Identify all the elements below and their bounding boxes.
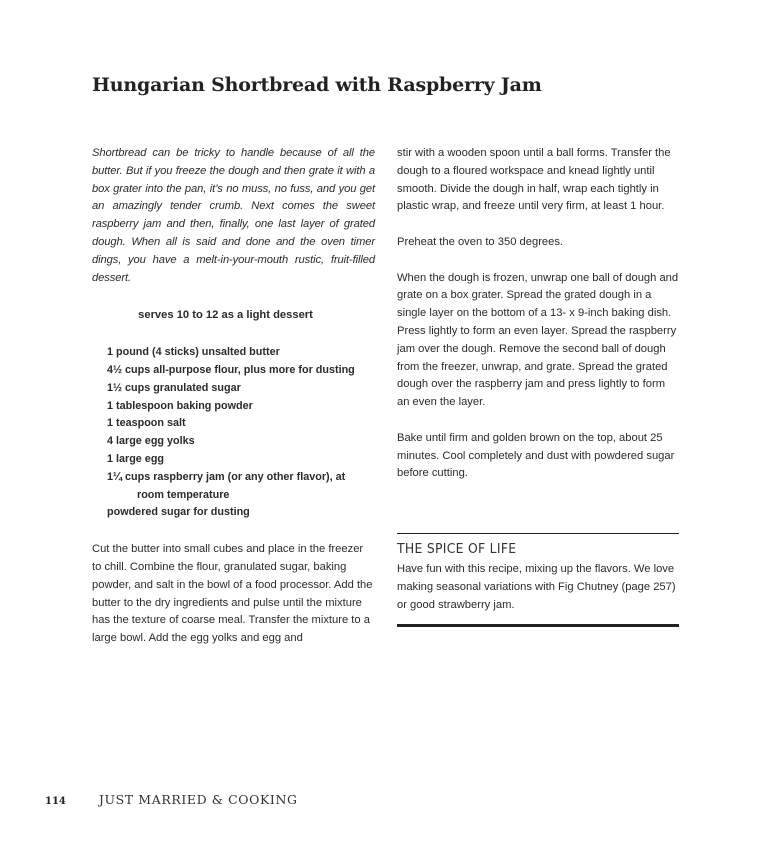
ingredient: 1 tablespoon baking powder xyxy=(107,399,253,412)
book-title: JUST MARRIED & COOKING xyxy=(98,792,298,807)
step-3: When the dough is frozen, unwrap one ball of dough and grate on a box grater. Spread the grated dough in a single layer on the bottom of a 13- x 9-inch baking dish. Press lightly to form an even layer. Spread the raspberry jam over the dough. Remove the second ball of dough from the freezer, unwrap, and grate. Spread the grated dough over the raspberry jam and press lightly to form an even the layer. xyxy=(397,271,679,409)
ingredient: 1 teaspoon salt xyxy=(107,417,186,430)
page-number: 114 xyxy=(45,796,66,807)
recipe-intro: Shortbread can be tricky to handle because of all the butter. But if you freeze the dough and then grate it with a box grater into the pan, it’s no muss, no fuss, and you get an amazingly tender crumb. Next comes the sweet raspberry jam and then, finally, one last layer of grated dough. When all is said and done and the oven timer dings, you have a melt-in-your-mouth rustic, fruit-filled dessert. xyxy=(92,147,375,284)
ingredient: 1½ cups granulated sugar xyxy=(107,381,241,394)
left-column xyxy=(92,145,375,648)
spice-of-life-sidebar xyxy=(397,533,679,627)
step-4: Bake until firm and golden brown on the top, about 25 minutes. Cool completely and dust with powdered sugar before cutting. xyxy=(397,431,675,480)
page-footer xyxy=(45,792,298,807)
ingredient: 1 large egg xyxy=(107,452,165,465)
right-column xyxy=(397,145,680,483)
ingredient: 4½ cups all-purpose flour, plus more for dusting xyxy=(107,363,355,376)
ingredient-list xyxy=(92,344,375,522)
ingredient: 4 large egg yolks xyxy=(107,435,195,448)
sidebar-body: Have fun with this recipe, mixing up the flavors. We love making seasonal variations with Fig Chutney (page 257) or good strawberry jam. xyxy=(397,563,676,611)
ingredient: powdered sugar for dusting xyxy=(107,506,250,519)
recipe-title: Hungarian Shortbread with Raspberry Jam xyxy=(92,74,542,96)
step-1-part-a: Cut the butter into small cubes and place in the freezer to chill. Combine the flour, granulated sugar, baking powder, and salt in the bowl of a food processor. Add the butter to the dry ingredients and pulse until the mixture has the texture of coarse meal. Transfer the mixture to a large bowl. Add the egg yolks and egg and xyxy=(92,543,373,645)
step-2: Preheat the oven to 350 degrees. xyxy=(397,235,564,248)
ingredient: 1¼ cups raspberry jam (or any other flavor), at room temperature xyxy=(107,470,346,501)
ingredient: 1 pound (4 sticks) unsalted butter xyxy=(107,346,280,359)
servings: serves 10 to 12 as a light dessert xyxy=(138,309,313,322)
step-1-part-b: stir with a wooden spoon until a ball forms. Transfer the dough to a floured workspace and knead lightly until smooth. Divide the dough in half, wrap each tightly in plastic wrap, and freeze until very firm, at least 1 hour. xyxy=(397,147,671,213)
sidebar-title: THE SPICE OF LIFE xyxy=(397,541,517,557)
